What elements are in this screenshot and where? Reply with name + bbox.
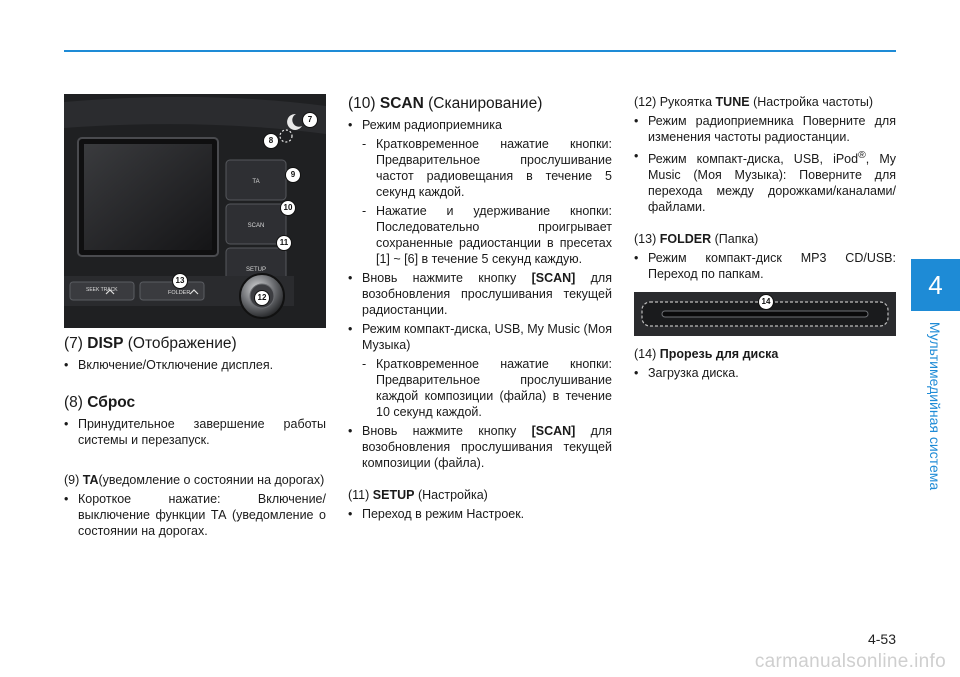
callout-11: 11: [276, 235, 292, 251]
setup-heading: (11) SETUP (Настройка): [348, 488, 488, 502]
ta-heading: (9) TA(уведомление о состоянии на дорогах): [64, 473, 325, 487]
callout-13: 13: [172, 273, 188, 289]
column-3: [634, 94, 896, 381]
chapter-tab: 4: [911, 259, 960, 311]
scan-heading: (10) SCAN (Сканирование): [348, 95, 543, 112]
seek-track-label: SEEK TRACK: [86, 287, 118, 293]
setup-button-label: SETUP: [245, 267, 267, 273]
ta-button-label: TA: [252, 179, 260, 185]
list-item: • Режим компакт-диска, USB, My Music (Моя Музыка): [348, 322, 612, 352]
list-item: • Включение/Отключение дисплея.: [64, 358, 274, 372]
list-item: • Режим радиоприемника Поверните для изменения частоты радиостанции.: [634, 114, 896, 144]
scan-button-label: SCAN: [247, 223, 265, 229]
list-item: • Короткое нажатие: Включение/выключение функции ТА (уведомление о состоянии на дорогах.: [64, 492, 326, 538]
column-2: [348, 94, 612, 522]
list-item: • Вновь нажмите кнопку [SCAN] для возобновления прослушивания текущей радиостанции.: [348, 271, 612, 317]
console-photo: [64, 94, 326, 328]
folder-heading: (13) FOLDER (Папка): [634, 232, 759, 247]
callout-14: 14: [758, 294, 774, 310]
tune-heading: (12) Рукоятка TUNE (Настройка частоты): [634, 95, 874, 109]
watermark: carmanualsonline.info: [754, 651, 946, 672]
top-rule: [64, 50, 896, 52]
list-item: - Кратковременное нажатие кнопки: Предварительное прослушивание каждой композиции (файла) в течение 10 секунд каждой.: [362, 357, 612, 419]
list-item: - Нажатие и удерживание кнопки: Последовательно проигрывает сохраненные радиостанции в пресетах [1] ~ [6] в течение 5 секунд каждую.: [362, 204, 612, 266]
chapter-side-title: Мультимедийная система: [927, 321, 944, 491]
list-item: • Режим радиоприемника: [348, 118, 502, 132]
list-item: • Вновь нажмите кнопку [SCAN] для возобновления прослушивания текущей композиции (файла).: [348, 424, 612, 470]
list-item: • Режим компакт-диска, USB, iPod®, My Music (Моя Музыка): Поверните для перехода между дорожками/каналами/файлами.: [634, 149, 896, 215]
callout-9: 9: [285, 167, 301, 183]
slot-heading: (14) Прорезь для диска: [634, 347, 779, 362]
column-1: [64, 94, 326, 539]
list-item: • Принудительное завершение работы системы и перезапуск.: [64, 417, 326, 447]
callout-10: 10: [280, 200, 296, 216]
callout-12: 12: [254, 290, 270, 306]
disp-heading: (7) DISP (Отображение): [64, 335, 237, 352]
list-item: • Загрузка диска.: [634, 366, 739, 381]
list-item: - Кратковременное нажатие кнопки: Предварительное прослушивание частот радиовещания в течение 5 секунд каждой.: [362, 137, 612, 199]
list-item: • Переход в режим Настроек.: [348, 507, 525, 521]
callout-7: 7: [302, 112, 318, 128]
list-item: • Режим компакт-диск МP3 CD/USB: Переход по папкам.: [634, 251, 896, 282]
reset-heading: (8) Сброс: [64, 394, 136, 411]
disc-slot-photo: [634, 292, 896, 336]
page-number: 4-53: [867, 631, 896, 647]
folder-label: FOLDER: [168, 290, 191, 296]
callout-8: 8: [263, 133, 279, 149]
